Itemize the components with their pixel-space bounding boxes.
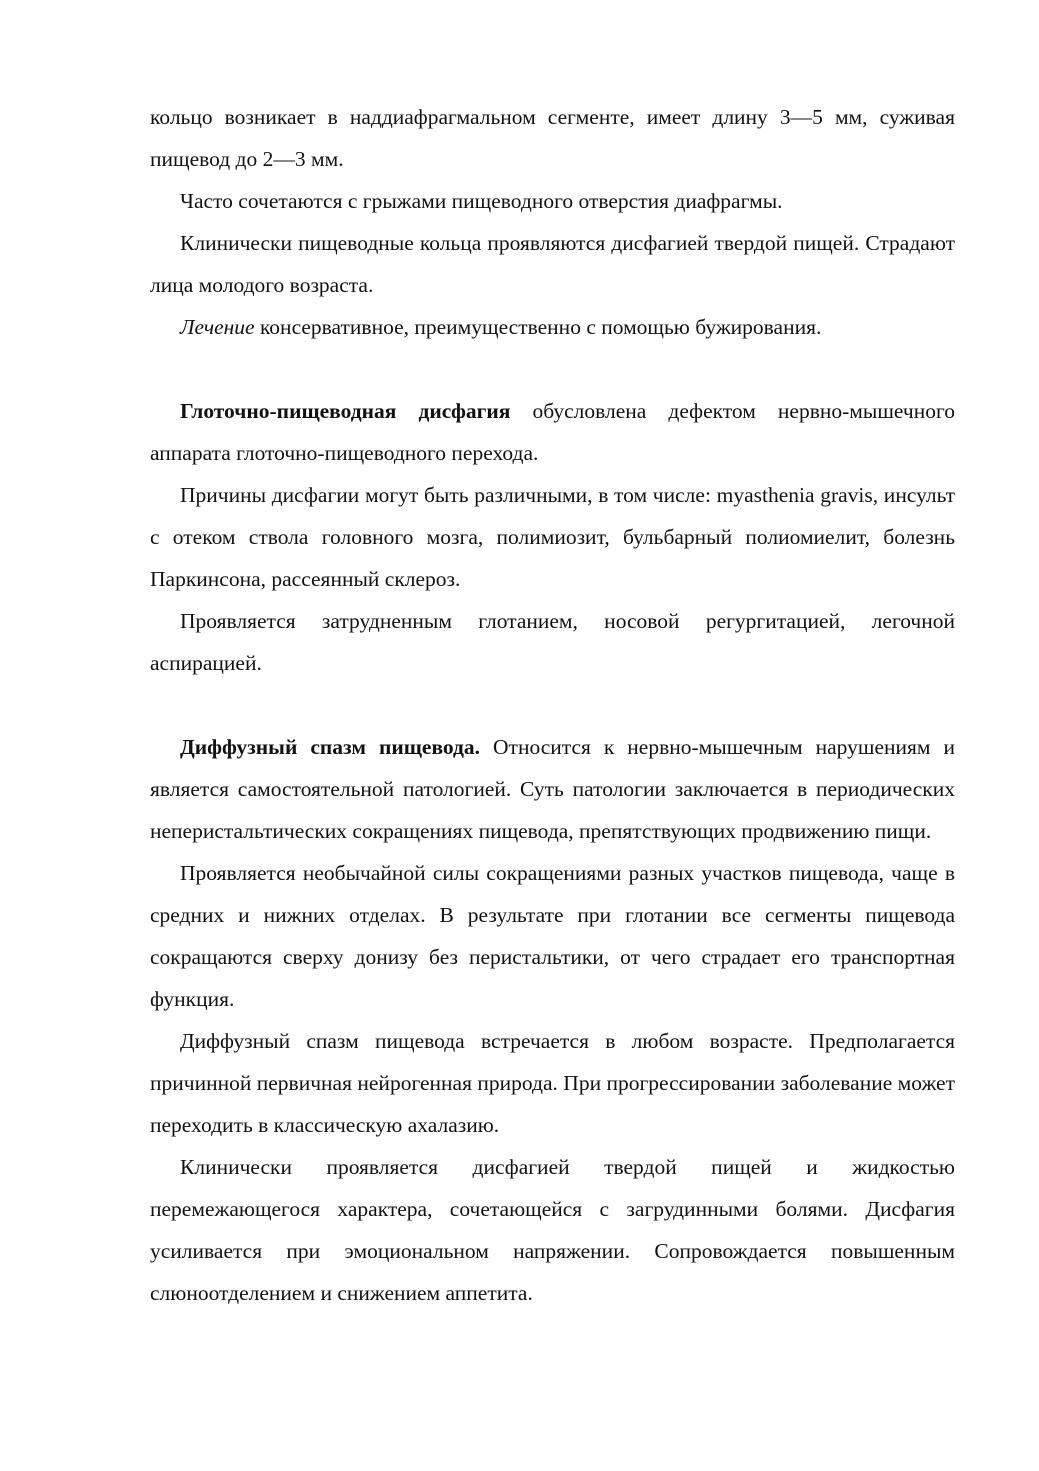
paragraph-ring-continuation: кольцо возникает в наддиафрагмальном сегменте, имеет длину 3—5 мм, суживая пищевод до 2—3 мм. <box>150 105 955 171</box>
paragraph-spasm-manifestation: Проявляется необычайной силы сокращениями разных участков пищевода, чаще в средних и нижних отделах. В результате при глотании все сегменты пищевода сокращаются сверху донизу без перистальтики, от чего страдает его транспортная функция. <box>150 861 955 1011</box>
paragraph-pharyngo-causes: Причины дисфагии могут быть различными, в том числе: myasthenia gravis, инсульт с отеком ствола головного мозга, полимиозит, бульбарный полиомиелит, болезнь Паркинсона, рассеянный склероз. <box>150 483 955 591</box>
section-gap <box>150 348 955 390</box>
section-gap <box>150 684 955 726</box>
spasm-heading: Диффузный спазм пищевода. <box>180 735 481 759</box>
spasm-definition-text: Относится к нервно-мышечным нарушениям и является самостоятельной патологией. Суть патологии заключается в периодических неперистальтических сокращениях пищевода, препятствующих продвижению пищи. <box>150 735 955 843</box>
paragraph-spasm-definition <box>150 726 955 852</box>
document-page <box>150 96 955 1314</box>
paragraph-ring-treatment <box>150 306 955 348</box>
pharyngo-heading: Глоточно-пищеводная дисфагия <box>180 399 511 423</box>
paragraph-pharyngo-symptoms: Проявляется затрудненным глотанием, носовой регургитацией, легочной аспирацией. <box>150 609 955 675</box>
paragraph-ring-clinic: Клинически пищеводные кольца проявляются дисфагией твердой пищей. Страдают лица молодого возраста. <box>150 231 955 297</box>
paragraph-hernia: Часто сочетаются с грыжами пищеводного отверстия диафрагмы. <box>180 189 783 213</box>
paragraph-pharyngo-definition <box>150 390 955 474</box>
paragraph-spasm-etiology: Диффузный спазм пищевода встречается в любом возрасте. Предполагается причинной первичная нейрогенная природа. При прогрессировании заболевание может переходить в классическую ахалазию. <box>150 1029 955 1137</box>
treatment-text: консервативное, преимущественно с помощью бужирования. <box>254 315 822 339</box>
pharyngo-definition-text: обусловлена дефектом нервно-мышечного аппарата глоточно-пищеводного перехода. <box>150 399 955 465</box>
treatment-label: Лечение <box>180 315 255 339</box>
paragraph-spasm-clinic: Клинически проявляется дисфагией твердой пищей и жидкостью перемежающегося характера, сочетающейся с загрудинными болями. Дисфагия усиливается при эмоциональном напряжении. Сопровождается повышенным слюноотделением и снижением аппетита. <box>150 1155 955 1305</box>
